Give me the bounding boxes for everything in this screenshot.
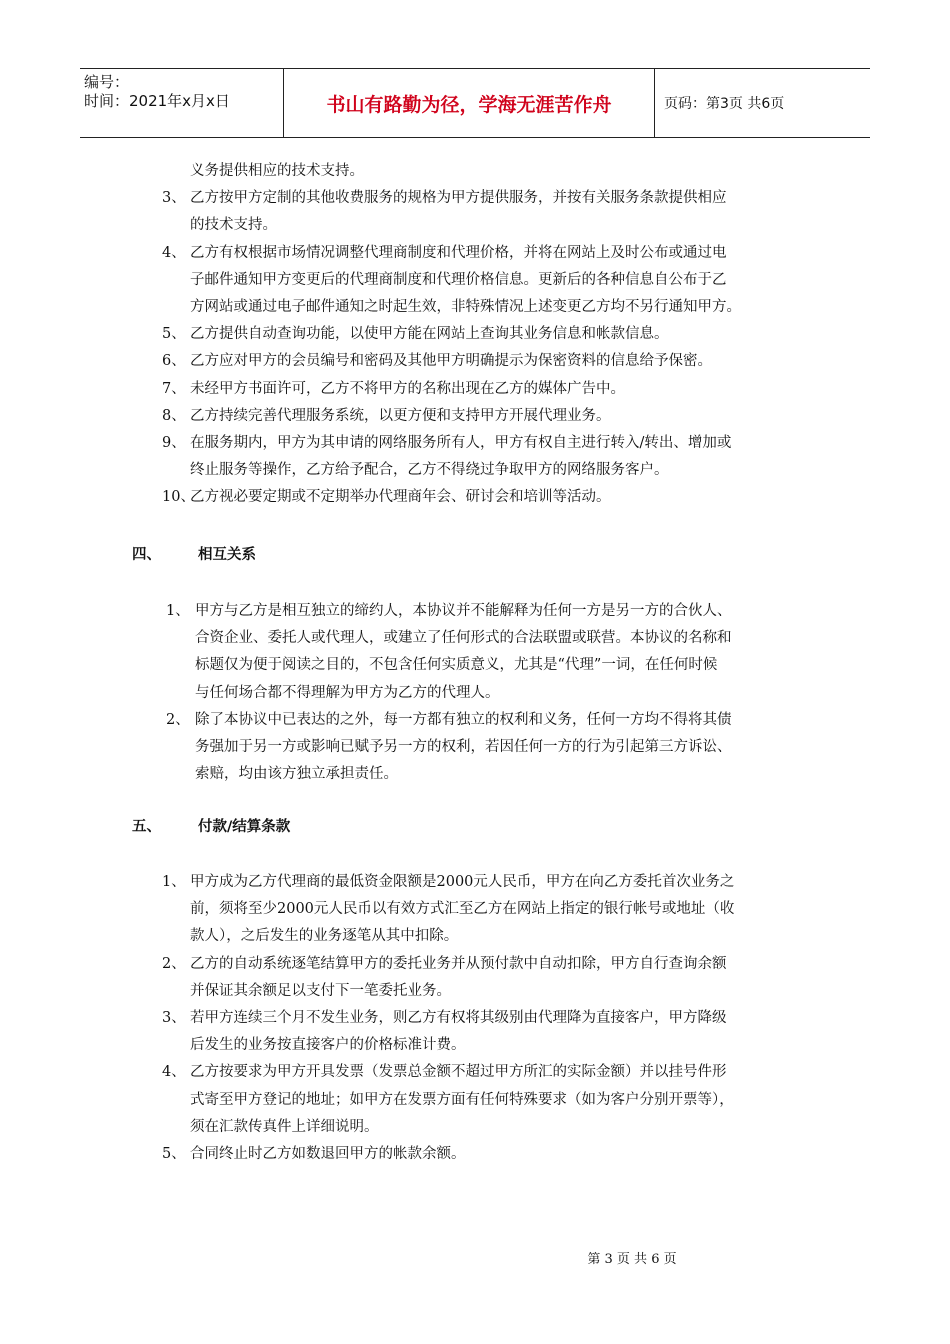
list-item-text: 合资企业、委托人或代理人，或建立了任何形式的合法联盟或联营。本协议的名称和: [195, 630, 732, 647]
list-item-text: 的技术支持。: [190, 217, 277, 234]
section-number: 五、: [132, 819, 161, 835]
list-item-text: 务强加于另一方或影响已赋予另一方的权利，若因任何一方的行为引起第三方诉讼、: [195, 739, 732, 755]
list-item-text: 除了本协议中已表达的之外，每一方都有独立的权利和义务，任何一方均不得将其债: [195, 711, 732, 728]
list-item-text: 甲方与乙方是相互独立的缔约人，本协议并不能解释为任何一方是另一方的合伙人、: [195, 603, 732, 619]
list-item-number: 10、: [162, 489, 195, 506]
list-item-text: 与任何场合都不得理解为甲方为乙方的代理人。: [195, 684, 500, 701]
section-number: 四、: [132, 547, 161, 563]
list-item-text: 式寄至甲方登记的地址；如甲方在发票方面有任何特殊要求（如为客户分别开票等），: [190, 1091, 734, 1108]
list-item-number: 4、: [162, 1064, 186, 1081]
list-item-text: 子邮件通知甲方变更后的代理商制度和代理价格信息。更新后的各种信息自公布于乙: [190, 271, 727, 288]
list-item-text: 标题仅为便于阅读之目的，不包含任何实质意义，尤其是“代理”一词，在任何时候: [195, 657, 718, 674]
list-item-number: 1、: [162, 874, 186, 890]
list-item-text: 乙方持续完善代理服务系统，以更方便和支持甲方开展代理业务。: [190, 407, 611, 424]
footer-page-number: 第 3 页 共 6 页: [587, 1252, 677, 1267]
section-title: 相互关系: [198, 547, 256, 563]
list-item-text: 合同终止时乙方如数退回甲方的帐款余额。: [190, 1146, 466, 1162]
page-footer: [0, 1248, 950, 1267]
list-item-number: 6、: [162, 353, 186, 370]
document-number-label: 编号：: [84, 73, 130, 91]
list-item-number: 3、: [162, 1010, 186, 1026]
list-item-number: 2、: [162, 955, 186, 972]
list-item-text: 乙方视必要定期或不定期举办代理商年会、研讨会和培训等活动。: [190, 489, 611, 506]
list-item-text: 未经甲方书面许可，乙方不将甲方的名称出现在乙方的媒体广告中。: [190, 380, 625, 397]
page-header: [80, 68, 870, 138]
list-item-text: 方网站或通过电子邮件通知之时起生效，非特殊情况上述变更乙方均不另行通知甲方。: [190, 299, 741, 315]
list-item-number: 5、: [162, 1146, 186, 1162]
list-item-text: 乙方按要求为甲方开具发票（发票总金额不超过甲方所汇的实际金额）并以挂号件形: [190, 1064, 727, 1081]
list-item-text: 须在汇款传真件上详细说明。: [190, 1118, 379, 1135]
list-item-number: 3、: [162, 190, 186, 207]
document-date: 时间：2021年x月x日: [84, 92, 230, 110]
header-meta: [80, 69, 283, 137]
list-item-number: 9、: [162, 435, 186, 451]
list-item-text: 在服务期内，甲方为其申请的网络服务所有人，甲方有权自主进行转入/转出、增加或: [190, 435, 732, 451]
list-item-text: 并保证其余额足以支付下一笔委托业务。: [190, 982, 451, 999]
list-item-text: 后发生的业务按直接客户的价格标准计费。: [190, 1037, 466, 1054]
list-item-text: 前，须将至少2000元人民币以有效方式汇至乙方在网站上指定的银行帐号或地址（收: [190, 901, 735, 918]
paragraph-line: 义务提供相应的技术支持。: [190, 163, 364, 179]
list-item-number: 4、: [162, 244, 186, 261]
list-item-text: 款人），之后发生的业务逐笔从其中扣除。: [190, 928, 459, 945]
list-item-text: 终止服务等操作，乙方给予配合，乙方不得绕过争取甲方的网络服务客户。: [190, 462, 669, 479]
list-item-number: 5、: [162, 326, 186, 343]
header-page-info: 页码：第3页 共6页: [664, 96, 785, 112]
list-item-text: 乙方按甲方定制的其他收费服务的规格为甲方提供服务，并按有关服务条款提供相应: [190, 190, 727, 207]
list-item-number: 2、: [166, 711, 190, 728]
list-item-text: 乙方有权根据市场情况调整代理商制度和代理价格，并将在网站上及时公布或通过电: [190, 244, 727, 261]
list-item-text: 乙方应对甲方的会员编号和密码及其他甲方明确提示为保密资料的信息给予保密。: [190, 353, 712, 370]
header-motto: 书山有路勤为径，学海无涯苦作舟: [283, 69, 655, 137]
section-title: 付款/结算条款: [198, 819, 291, 835]
list-item-number: 7、: [162, 380, 186, 397]
list-item-number: 1、: [166, 603, 190, 619]
list-item-text: 乙方提供自动查询功能，以使甲方能在网站上查询其业务信息和帐款信息。: [190, 326, 669, 343]
list-item-text: 甲方成为乙方代理商的最低资金限额是2000元人民币，甲方在向乙方委托首次业务之: [190, 874, 735, 890]
list-item-text: 乙方的自动系统逐笔结算甲方的委托业务并从预付款中自动扣除，甲方自行查询余额: [190, 955, 727, 972]
list-item-number: 8、: [162, 407, 186, 424]
list-item-text: 若甲方连续三个月不发生业务，则乙方有权将其级别由代理降为直接客户，甲方降级: [190, 1010, 727, 1026]
list-item-text: 索赔，均由该方独立承担责任。: [195, 766, 398, 783]
